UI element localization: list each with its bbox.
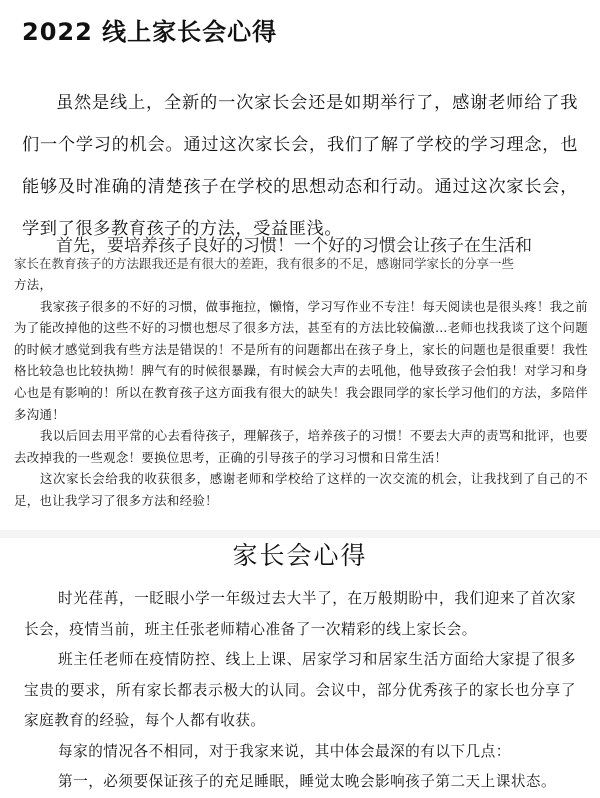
paragraph: 时光荏苒，一眨眼小学一年级过去大半了，在万般期盼中，我们迎来了首次家长会，疫情当前，班主任张老师精心准备了一次精彩的线上家长会。 [24, 590, 576, 638]
paragraph: 我家孩子很多的不好的习惯，做事拖拉，懒惰，学习写作业不专注！每天阅读也是很头疼！我之前为了能改掉他的这些不好的习惯也想尽了很多方法，甚至有的方法比较偏激…老师也找我谈了这个问题的时候才感觉到我有些方法是错误的！不是所有的问题都出在孩子身上，家长的问题也是很重要！我性格比较急也比较执拗！脾气有的时候很暴躁，有时候会大声的去吼他，他导致孩子会怕我！对学习和身心也是有影响的！所以在教育孩子这方面我有很大的缺失！我会跟同学的家长学习他们的方法，多陪伴多沟通！ [14, 298, 588, 422]
paragraph: 每家的情况各不相同，对于我家来说，其中体会最深的有以下几点： [58, 742, 511, 760]
document-page-3 [0, 538, 600, 790]
page-title-3: 家长会心得 [232, 541, 368, 570]
body-text-3 [24, 584, 576, 798]
paragraph: 第一，必须要保证孩子的充足睡眠，睡觉太晚会影响孩子第二天上课状态。 [58, 773, 557, 790]
document-page-2 [0, 256, 600, 530]
paragraph: 我以后回去用平常的心去看待孩子，理解孩子，培养孩子的习惯！不要去大声的责骂和批评，也要去改掉我的一些观念！要换位思考，正确的引导孩子的学习习惯和日常生活！ [14, 428, 588, 465]
body-text-2 [14, 274, 588, 512]
paragraph: 方法， [14, 277, 53, 292]
page-title-1: 2022 线上家长会心得 [22, 18, 278, 46]
paragraph: 虽然是线上，全新的一次家长会还是如期举行了，感谢老师给了我们一个学习的机会。通过这次家长会，我们了解了学校的学习理念，也能够及时准确的清楚孩子在学校的思想动态和行动。通过这次家长会，学到了很多教育孩子的方法，受益匪浅。 [22, 93, 578, 239]
paragraph: 班主任老师在疫情防控、线上上课、居家学习和居家生活方面给大家提了很多宝贵的要求，所有家长都表示极大的认同。会议中，部分优秀孩子的家长也分享了家庭教育的经验，每个人都有收获。 [24, 651, 576, 729]
cut-off-line: 首先，要培养孩子良好的习惯！一个好的习惯会让孩子在生活和 [56, 236, 532, 256]
paragraph: 这次家长会给我的收获很多，感谢老师和学校给了这样的一次交流的机会，让我找到了自己的不足，也让我学习了很多方法和经验！ [14, 471, 588, 508]
body-text-1 [22, 82, 578, 250]
document-page-1 [0, 0, 600, 262]
overlapped-line: 家长在教育孩子的方法跟我还是有很大的差距，我有很多的不足，感谢同学家长的分享一些 [14, 256, 515, 271]
